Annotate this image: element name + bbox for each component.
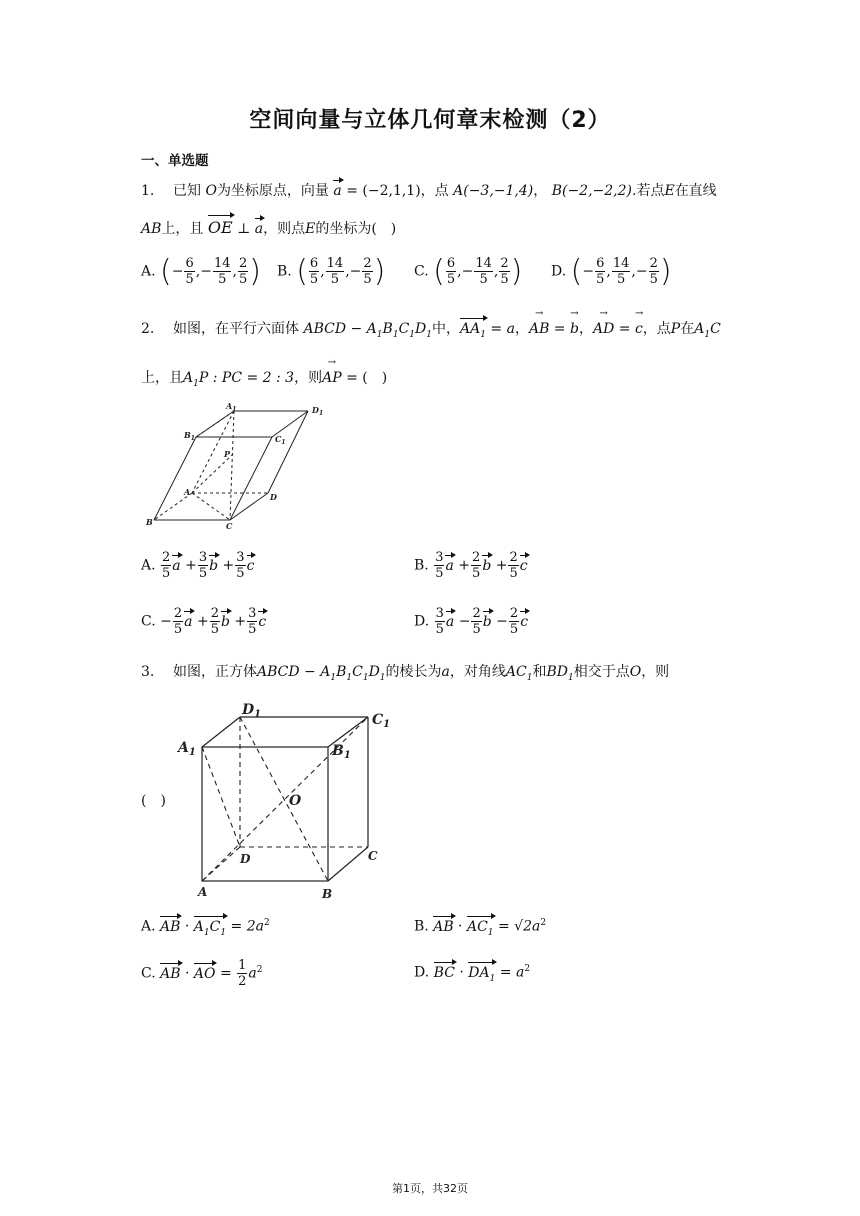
q1-option-d[interactable]: D. (− $\frac{6}{5}$ , $\frac{14}{5}$ ,− $\frac{2}{5}$ ) [551,254,672,289]
edge-a-b-hidden [154,493,192,520]
diagonal-a1-d [202,747,240,847]
label-b1: $B_1$ [332,743,351,761]
label-c1: $C_1$ [275,434,286,446]
label-o: O [289,793,302,809]
label-c1: $C_1$ [372,712,391,730]
question-2-line-1: 2. 如图，在平行六面体 ABCD − $A_1B_1C_1D_1$中，$AA_1 = a$，AB → = b →，AD → = c →，点P在$A_1C$ [141,318,721,340]
label-a: A [184,487,191,497]
section-heading: 一、单选题 [141,153,209,169]
q1-option-b[interactable]: B. ( $\frac{6}{5}$ , $\frac{14}{5}$ ,− $\frac{2}{5}$ ) [277,254,386,289]
vector-a: a [333,183,342,199]
edge-c-d [230,493,268,520]
q2-option-d[interactable]: D. $\frac{3}{5}$ a − $\frac{2}{5}$ b − $\frac{2}{5}$ c [414,606,529,637]
edge-d-a-hidden [202,847,240,881]
edge-c-b [328,847,368,881]
label-d: D [240,852,251,866]
page-title: 空间向量与立体几何章末检测（2） [249,108,611,133]
segment-a-p [192,455,232,493]
cube-figure [172,700,402,904]
edge-a1-d1 [202,717,240,747]
page-footer: 第1页，共32页 [392,1182,468,1195]
edge-c1-c [230,437,272,520]
question-2-line-2: 上，且$A_1P$ : PC = 2 : 3，则AP → = ( ) [141,367,387,389]
q3-option-b[interactable]: B. AB · $AC_1 = √2a^2$ [414,918,547,938]
q3-option-a[interactable]: A. AB · $A_1C_1 = 2a^2$ [141,918,270,938]
label-d1: $D_1$ [312,405,324,417]
front-face [202,747,328,881]
label-d: D [270,492,277,502]
diagonal-a-c1 [202,717,368,881]
label-d1: $D_1$ [242,702,262,720]
q3-option-c[interactable]: C. AB · AO = $\frac{1}{2}$ $a^2$ [141,958,263,989]
question-3-line-1: 3. 如图，正方体ABCD − $A_1B_1C_1D_1$的棱长为a，对角线$AC_1$和$BD_1$相交于点O，则 [141,664,670,683]
label-a: A [198,885,208,899]
label-b: B [322,887,333,901]
parallelepiped-figure [144,400,344,532]
label-p: P [224,449,231,459]
question-1-line-2: AB上，且 OE ⊥ a，则点E的坐标为( ) [141,218,397,237]
q1-option-a[interactable]: A. (− $\frac{6}{5}$ ,− $\frac{14}{5}$ , $\frac{2}{5}$ ) [141,254,261,289]
q2-option-a[interactable]: A. $\frac{2}{5}$ a + $\frac{3}{5}$ b + $\frac{3}{5}$ c [141,550,255,581]
label-a1: $A_1$ [226,401,237,413]
diagonal-a1-c [230,411,234,520]
edge-b1-b [154,437,196,520]
question-1-line-1: 1. 已知 O为坐标原点，向量 a = (−2,1,1)，点 A(−3,−1,4)， B(−2,−2,2).若点E在直线 [141,183,717,199]
label-b1: $B_1$ [184,430,195,442]
question-3-answer-paren: ( ) [141,793,166,809]
q2-option-c[interactable]: C. − $\frac{2}{5}$ a + $\frac{2}{5}$ b + $\frac{3}{5}$ c [141,606,267,637]
edge-d1-d [268,411,308,493]
diagonal-d1-b [240,717,328,881]
label-c: C [368,849,378,863]
label-c: C [226,521,233,531]
q2-option-b[interactable]: B. $\frac{3}{5}$ a + $\frac{2}{5}$ b + $\frac{2}{5}$ c [414,550,528,581]
q3-option-d[interactable]: D. BC · $DA_1 = a^2$ [414,964,531,984]
q1-option-c[interactable]: C. ( $\frac{6}{5}$ ,− $\frac{14}{5}$ , $\frac{2}{5}$ ) [414,254,523,289]
label-b: B [146,517,153,527]
label-a1: $A_1$ [178,740,196,758]
